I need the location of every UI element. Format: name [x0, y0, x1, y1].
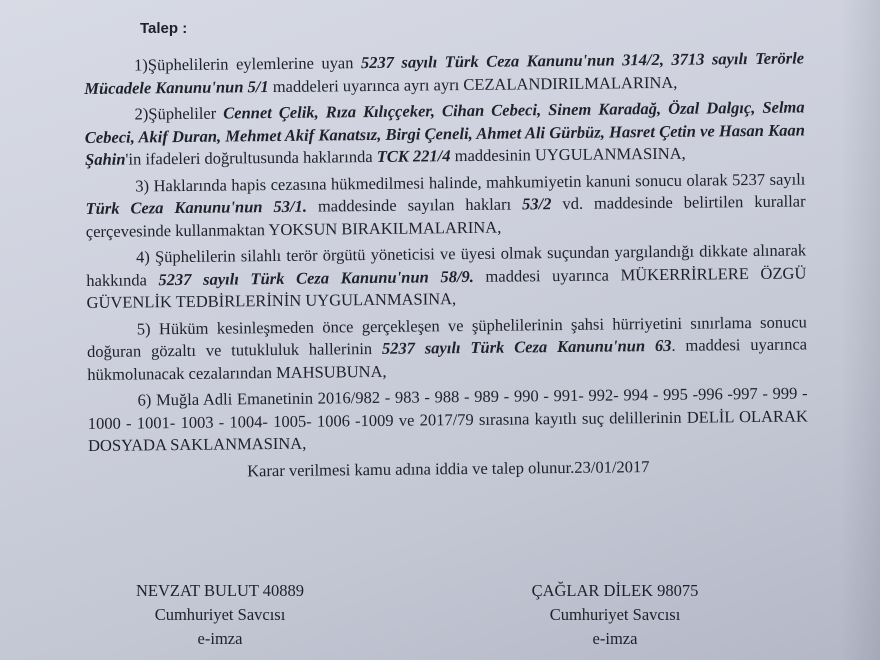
item-5-law-ref: 5237 sayılı Türk Ceza Kanunu'nun 63 [381, 335, 672, 358]
item-3-text-c: vd. maddesinde belirtilen kurallar çerçevesinde kullanmaktan YOKSUN BIRAKILMALARINA, [85, 191, 806, 241]
signer-name: NEVZAT BULUT 40889 [135, 581, 305, 600]
item-4-law-ref: 5237 sayılı Türk Ceza Kanunu'nun 58/9. [158, 266, 474, 289]
request-item-6: 6) Muğla Adli Emanetinin 2016/982 - 983 - 988 - 989 - 990 - 991- 992- 994 - 995 -996 -997 - 999 - 1000 - 1001- 1003 - 1004- 1005- 1006 -1009 ve 2017/79 sırasına kayıtlı suç delillerinin DELİL OLARAK DOSYADA SAKLANMASINA, [87, 383, 808, 455]
item-2-text-a: 2)Şüpheliler [134, 103, 224, 124]
item-1-text-a: 1)Şüphelilerin eylemlerine uyan [134, 53, 362, 75]
item-4-text-b: maddesi uyarınca MÜKERRİRLERE ÖZGÜ GÜVENLİK TEDBİRLERİNİN UYGULANMASINA, [86, 262, 807, 312]
item-5-text-b: . maddesi uyarınca hükmolunacak cezalarından MAHSUBUNA, [87, 334, 808, 384]
signer-role: Cumhuriyet Savcısı [154, 605, 286, 624]
signer-name: ÇAĞLAR DİLEK 98075 [531, 581, 699, 600]
item-3-law-ref-2: 53/2 [522, 194, 552, 214]
page-shadow [840, 0, 880, 660]
item-3-text-a: 3) Haklarında hapis cezasına hükmedilmesi halinde, mahkumiyetin kanuni sonucu olarak 5237 sayılı [135, 168, 806, 195]
document-title: Talep : [140, 20, 188, 37]
e-signature-label: e-imza [592, 629, 638, 648]
e-signature-label: e-imza [197, 629, 243, 648]
item-5-text-a: 5) Hüküm kesinleşmeden önce gerçekleşen ve şüphelilerinin şahsi hürriyetini sınırlama sonucu doğuran gözaltı ve tutukluluk hallerinin [87, 311, 807, 361]
request-item-2 [85, 96, 806, 171]
item-2-text-b: 'in ifadeleri doğrultusunda haklarında [125, 146, 377, 169]
request-item-1 [84, 47, 804, 100]
item-3-text-b: maddesinde sayılan hakları [306, 194, 523, 216]
item-2-text-c: maddesinin UYGULANMASINA, [450, 143, 686, 166]
item-3-law-ref: Türk Ceza Kanunu'nun 53/1. [85, 196, 308, 218]
closing-statement: Karar verilmesi kamu adına iddia ve talep olunur.23/01/2017 [247, 456, 650, 480]
item-2-suspect-names: Cennet Çelik, Rıza Kılıççeker, Cihan Cebeci, Sinem Karadağ, Özal Dalgıç, Selma Cebeci, Akif Duran, Mehmet Akif Kanatsız, Birgi Çeneli, Ahmet Ali Gürbüz, Hasret Çetin ve Hasan Kaan Şahin [84, 97, 805, 169]
signature-block-right [500, 580, 730, 652]
signer-role: Cumhuriyet Savcısı [549, 605, 681, 624]
item-4-text-a: 4) Şüphelilerin silahlı terör örgütü yöneticisi ve üyesi olmak suçundan yargılandığı dikkate alınarak hakkında [86, 240, 807, 290]
request-item-4 [86, 239, 807, 314]
signature-block-left [110, 580, 330, 652]
item-2-law-ref: TCK 221/4 [376, 146, 451, 166]
request-body [84, 47, 808, 488]
item-1-text-b: maddeleri uyarınca ayrı ayrı CEZALANDIRILMALARINA, [268, 72, 678, 96]
request-item-3 [85, 168, 806, 243]
item-1-law-ref: 5237 sayılı Türk Ceza Kanunu'nun 314/2, 3713 sayılı Terörle Mücadele Kanunu'nun 5/1 [84, 48, 805, 98]
request-item-5 [87, 311, 808, 386]
